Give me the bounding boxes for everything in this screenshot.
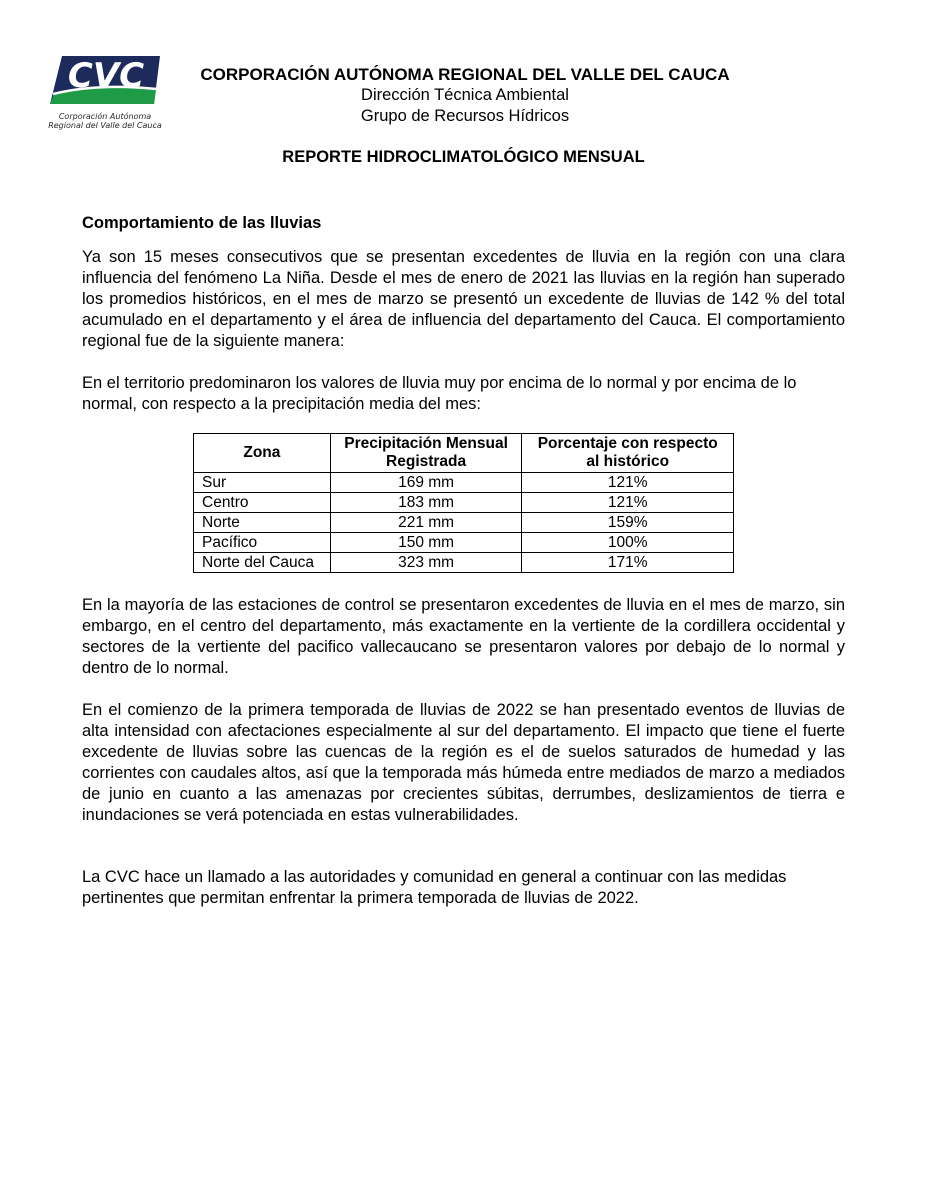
cell-percentage: 121% bbox=[522, 493, 734, 513]
logo-caption-line1: Corporación Autónoma bbox=[58, 112, 152, 121]
cell-zona: Pacífico bbox=[194, 533, 331, 553]
paragraph-season: En el comienzo de la primera temporada de lluvias de 2022 se han presentado eventos de lluvias de alta intensidad con afectaciones especialmente al sur del departamento. El impacto que tiene el fuerte excedente de lluvias sobre las cuencas de la región es el de suelos saturados de humedad y las corrientes con caudales altos, así que la temporada más húmeda entre mediados de marzo a mediados de junio en cuanto a las amenazas por crecientes súbitas, derrumbes, deslizamientos de tierra e inundaciones se verá potenciada en estas vulnerabilidades. bbox=[82, 701, 845, 824]
table-header-row bbox=[194, 434, 734, 473]
logo-caption-line2: Regional del Valle del Cauca bbox=[48, 121, 162, 130]
paragraph-intro: Ya son 15 meses consecutivos que se presentan excedentes de lluvia en la región con una clara influencia del fenómeno La Niña. Desde el mes de enero de 2021 las lluvias en la región han superado los promedios históricos, en el mes de marzo se presentó un excedente de lluvias de 142 % del total acumulado en el departamento y el área de influencia del departamento del Cauca. El comportamiento regional fue de la siguiente manera: bbox=[82, 248, 845, 350]
cell-percentage: 121% bbox=[522, 473, 734, 493]
organization-name: CORPORACIÓN AUTÓNOMA REGIONAL DEL VALLE DEL CAUCA bbox=[200, 65, 730, 84]
cell-precipitation: 150 mm bbox=[330, 533, 522, 553]
cell-zona: Sur bbox=[194, 473, 331, 493]
cell-precipitation: 183 mm bbox=[330, 493, 522, 513]
cell-percentage: 100% bbox=[522, 533, 734, 553]
header-precipitation-line2: Registrada bbox=[386, 453, 467, 470]
section-heading: Comportamiento de las lluvias bbox=[82, 214, 322, 232]
table-row bbox=[194, 473, 734, 493]
cvc-logo bbox=[48, 54, 162, 134]
cell-precipitation: 221 mm bbox=[330, 513, 522, 533]
table-row bbox=[194, 513, 734, 533]
cell-precipitation: 323 mm bbox=[330, 553, 522, 573]
direction-name: Dirección Técnica Ambiental bbox=[361, 86, 569, 104]
cell-percentage: 159% bbox=[522, 513, 734, 533]
cell-zona: Norte bbox=[194, 513, 331, 533]
header-zona: Zona bbox=[194, 434, 331, 473]
cell-precipitation: 169 mm bbox=[330, 473, 522, 493]
precipitation-table bbox=[193, 433, 734, 573]
header-percentage-line1: Porcentaje con respecto bbox=[537, 435, 718, 452]
header-precipitation-line1: Precipitación Mensual bbox=[344, 435, 508, 452]
table-row bbox=[194, 533, 734, 553]
paragraph-stations: En la mayoría de las estaciones de control se presentaron excedentes de lluvia en el mes de marzo, sin embargo, en el centro del departamento, más exactamente en la vertiente de la cordillera occidental y sectores de la vertiente del pacifico vallecaucano se presentaron valores por debajo de lo normal y dentro de lo normal. bbox=[82, 596, 845, 677]
table-row bbox=[194, 493, 734, 513]
organization-header bbox=[170, 64, 760, 127]
logo-text: CVC bbox=[67, 56, 145, 96]
logo-caption bbox=[48, 112, 162, 130]
table-row bbox=[194, 553, 734, 573]
group-name: Grupo de Recursos Hídricos bbox=[360, 107, 570, 125]
cvc-logo-mark bbox=[48, 54, 162, 110]
cell-zona: Centro bbox=[194, 493, 331, 513]
cell-percentage: 171% bbox=[522, 553, 734, 573]
paragraph-call-to-action: La CVC hace un llamado a las autoridades y comunidad en general a continuar con las medidas pertinentes que permitan enfrentar la primera temporada de lluvias de 2022. bbox=[82, 868, 787, 907]
header-percentage bbox=[522, 434, 734, 473]
report-title: REPORTE HIDROCLIMATOLÓGICO MENSUAL bbox=[282, 148, 645, 166]
cell-zona: Norte del Cauca bbox=[194, 553, 331, 573]
paragraph-territory: En el territorio predominaron los valores de lluvia muy por encima de lo normal y por encima de lo normal, con respecto a la precipitación media del mes: bbox=[82, 374, 797, 413]
header-precipitation bbox=[330, 434, 522, 473]
header-percentage-line2: al histórico bbox=[586, 453, 670, 470]
